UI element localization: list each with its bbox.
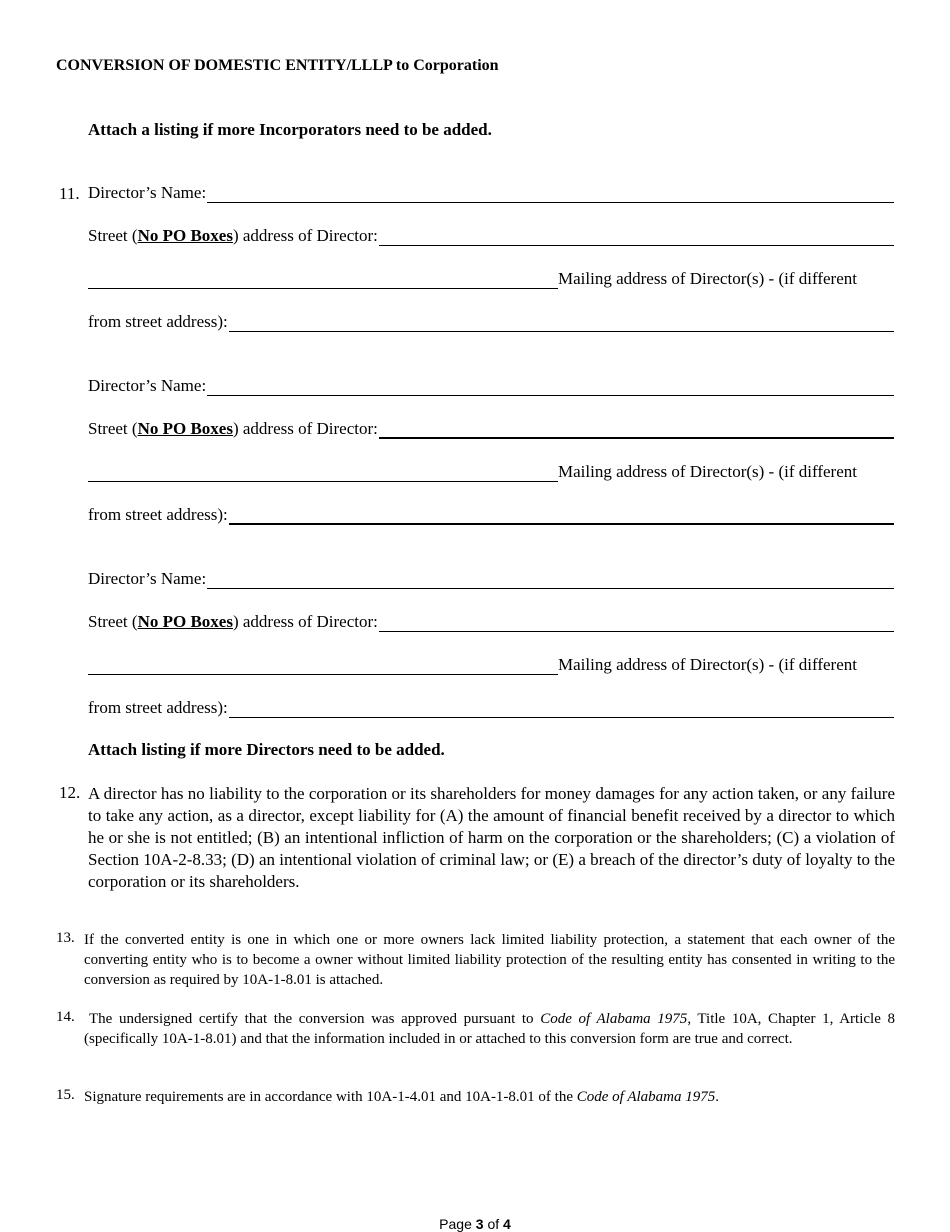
attach-directors-note: Attach listing if more Directors need to be added. [88,740,445,759]
director-2-from-row [88,503,894,525]
item-14-text: The undersigned certify that the conversion was approved pursuant to Code of Alabama 1975, Title 10A, Chapter 1, Article 8 (specifically 10A-1-8.01) and that the information included in or attached to this conversion form are true and correct. [84,1011,895,1047]
director-2-street-row [88,417,894,439]
director-2-mailing-field-cont[interactable] [229,507,894,525]
director-1-name-row [88,181,894,203]
director-2-mailing-row [88,460,892,482]
director-3-name-field[interactable] [207,572,894,589]
director-3-mailing-field[interactable] [88,658,558,675]
item-12-number: 12. [59,783,81,802]
from-street-label: from street address): [88,312,228,331]
director-3-street-field[interactable] [379,615,894,632]
item-13-text: If the converted entity is one in which one or more owners lack limited liability protection, a statement that each owner of the converting entity who is to become a owner without limited liability protection of the resulting entity has consented in writing to the conversion as required by 10A-1-8.01 is attached. [84,932,895,988]
street-address-label: Street (No PO Boxes) address of Director: [88,612,378,631]
page-number: Page 3 of 4 [439,1216,511,1232]
director-1-mailing-field-cont[interactable] [229,315,894,332]
director-2-street-field[interactable] [379,421,894,439]
director-2-mailing-field[interactable] [88,465,558,482]
director-3-from-row [88,696,894,718]
director-1-street-field[interactable] [379,229,894,246]
director-1-from-row [88,310,894,332]
mailing-address-label: Mailing address of Director(s) - (if different [558,462,857,481]
item-12-text: A director has no liability to the corporation or its shareholders for money damages for any action taken, or any failure to take any action, as a director, except liability for (A) the amount of financial benefit received by a director to which he or she is not entitled; (B) an intentional infliction of harm on the corporation or the shareholders; (C) a violation of Section 10A-2-8.33; (D) an intentional violation of criminal law; or (E) a breach of the director’s duty of loyalty to the corporation or its shareholders. [88,784,895,891]
director-3-mailing-row [88,653,892,675]
director-1-mailing-row [88,267,892,289]
item-15-number: 15. [56,1087,75,1103]
director-name-label: Director’s Name: [88,569,207,588]
street-address-label: Street (No PO Boxes) address of Director: [88,226,378,245]
director-1-street-row [88,224,894,246]
form-title: CONVERSION OF DOMESTIC ENTITY/LLLP to Corporation [56,57,499,74]
director-2-name-field[interactable] [207,379,894,396]
director-3-mailing-field-cont[interactable] [229,701,894,718]
item-15-text: Signature requirements are in accordance with 10A-1-4.01 and 10A-1-8.01 of the Code of Alabama 1975. [84,1089,719,1105]
mailing-address-label: Mailing address of Director(s) - (if different [558,655,857,674]
director-name-label: Director’s Name: [88,183,207,202]
director-2-name-row [88,374,894,396]
mailing-address-label: Mailing address of Director(s) - (if different [558,269,857,288]
director-name-label: Director’s Name: [88,376,207,395]
item-13-number: 13. [56,930,75,946]
attach-incorporators-note: Attach a listing if more Incorporators need to be added. [88,120,492,139]
from-street-label: from street address): [88,698,228,717]
director-1-name-field[interactable] [207,186,894,203]
item-14-number: 14. [56,1009,75,1025]
director-1-mailing-field[interactable] [88,272,558,289]
from-street-label: from street address): [88,505,228,524]
director-3-name-row [88,567,894,589]
street-address-label: Street (No PO Boxes) address of Director: [88,419,378,438]
director-3-street-row [88,610,894,632]
item-11-number: 11. [59,184,80,203]
